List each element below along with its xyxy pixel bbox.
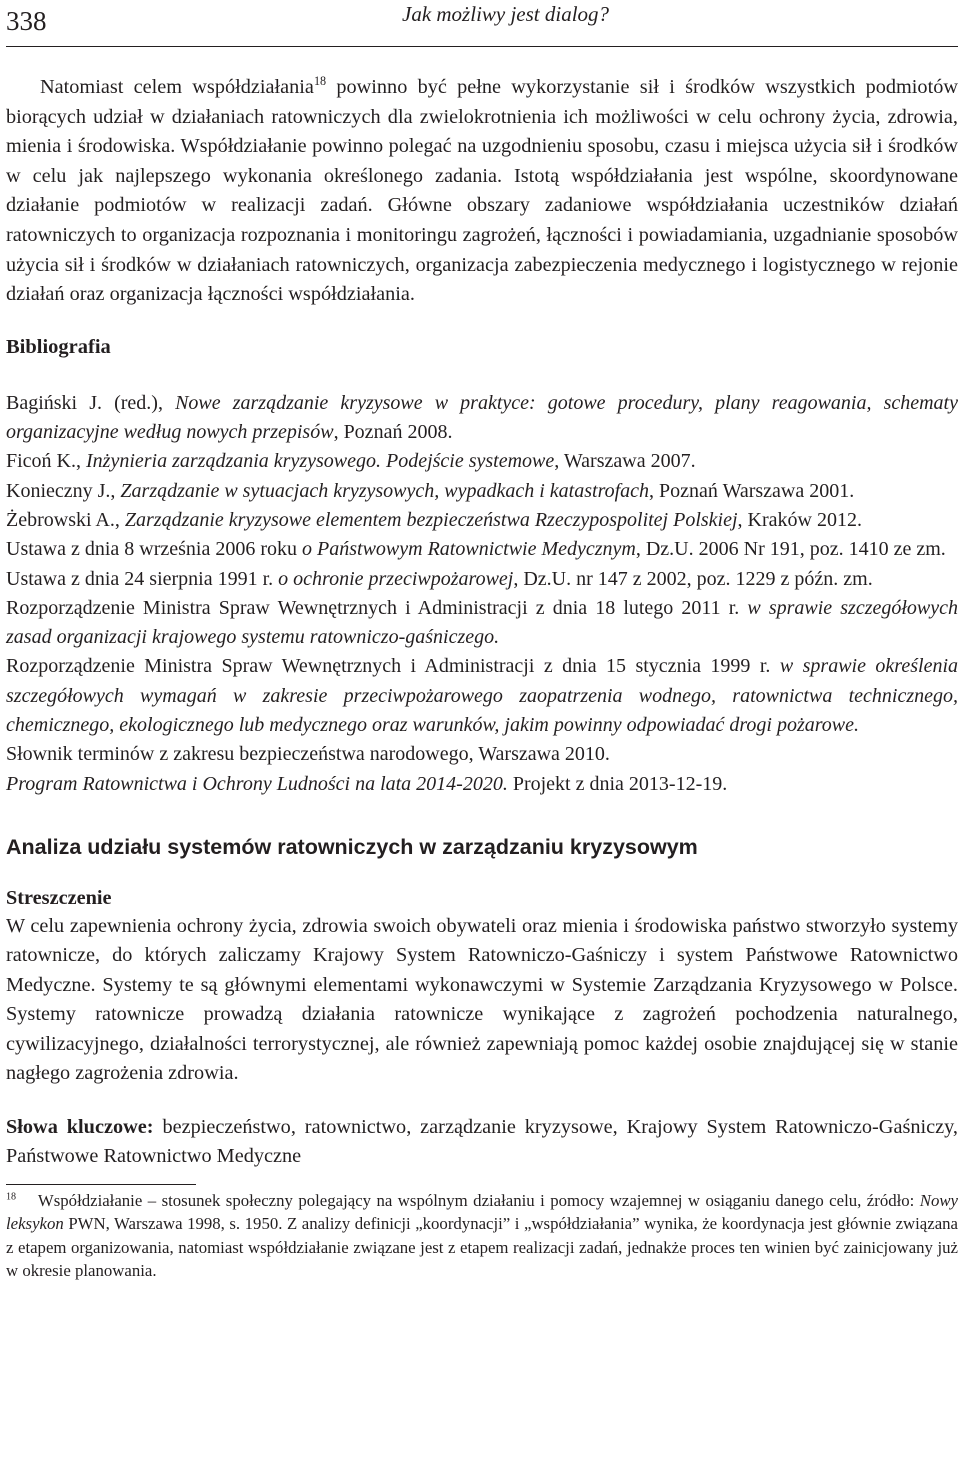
- footnote-source-title: Nowy leksykon: [6, 1190, 959, 1234]
- entry-title: Nowe zarządzanie kryzysowe w praktyce: gotowe procedury, plany reagowania, schematy organizacyjne według nowych przepisów: [6, 391, 958, 444]
- entry-details: , Dz.U. 2006 Nr 191, poz. 1410 ze zm.: [635, 538, 946, 561]
- entry-author: Ustawa z dnia 24 sierpnia 1991 r.: [6, 567, 279, 590]
- entry-author: Ficoń K.,: [6, 450, 86, 473]
- intro-paragraph: [6, 73, 958, 310]
- entry-author: Rozporządzenie Ministra Spraw Wewnętrznych i Administracji z dnia 15 stycznia 1999 r.: [6, 655, 780, 678]
- footnote: [6, 1189, 958, 1283]
- keywords-label: Słowa kluczowe:: [6, 1115, 154, 1138]
- bibliography-entry: [6, 506, 958, 535]
- entry-author: Żebrowski A.,: [6, 508, 125, 531]
- bibliography-entry: [6, 652, 958, 740]
- bibliography-entry: [6, 535, 958, 564]
- page-number: 338: [6, 6, 47, 36]
- entry-title: o ochronie przeciwpożarowej: [278, 567, 514, 590]
- entry-details: , Dz.U. nr 147 z 2002, poz. 1229 z późn. zm.: [513, 567, 873, 590]
- entry-author: Rozporządzenie Ministra Spraw Wewnętrznych i Administracji z dnia 18 lutego 2011 r.: [6, 596, 748, 619]
- entry-title: Inżynieria zarządzania kryzysowego. Podejście systemowe: [86, 450, 555, 473]
- document-page: [6, 0, 958, 1283]
- footnote-divider: [6, 1184, 196, 1185]
- entry-title: Zarządzanie w sytuacjach kryzysowych, wypadkach i katastrofach: [120, 479, 650, 502]
- entry-author: Ustawa z dnia 8 września 2006 roku: [6, 538, 303, 561]
- page-header: [6, 0, 958, 47]
- bibliography-heading: Bibliografia: [6, 335, 111, 358]
- entry-title: o Państwowym Ratownictwie Medycznym: [302, 538, 636, 561]
- entry-details: , Poznań Warszawa 2001.: [649, 479, 855, 502]
- footnote-text-start: Współdziałanie – stosunek społeczny polegający na wspólnym działaniu i pomocy wzajemnej w osiąganiu danego celu, źródło:: [37, 1190, 920, 1210]
- intro-text-start: Natomiast celem współdziałania: [40, 76, 314, 98]
- entry-author: Konieczny J.,: [6, 479, 121, 502]
- entry-title: w sprawie szczegółowych zasad organizacji krajowego systemu ratowniczo-gaśniczego.: [6, 596, 959, 649]
- bibliography-entry: [6, 447, 958, 476]
- intro-text-rest: powinno być pełne wykorzystanie sił i środków wszystkich podmiotów biorących udział w działaniach ratowniczych dla zwielokrotnienia ich możliwości w celu ochrony życia, zdrowia, mienia i środowiska. Współdziałanie powinno polegać na uzgodnieniu sposobu, czasu i miejsca użycia sił i środków w celu jak najlepszego wykonania określonego zadania. Istotą współdziałania jest wspólne, skoordynowane działanie podmiotów w realizacji zadań. Główne obszary zadaniowe współdziałania uczestników działań ratowniczych to organizacja rozpoznania i monitoringu zagrożeń, łączności i powiadamiania, uzgadnianie sposobów użycia sił i środków w działaniach ratowniczych, organizacja zabezpieczenia medycznego i logistycznego w rejonie działań oraz organizacja łączności współdziałania.: [6, 76, 958, 306]
- bibliography-entry: [6, 389, 958, 448]
- bibliography-entry: [6, 594, 958, 653]
- footnote-reference[interactable]: 18: [313, 74, 327, 89]
- footnote-text-rest: PWN, Warszawa 1998, s. 1950. Z analizy definicji „koordynacji” i „współdziałania” wynika, że koordynacja jest głównie związana z etapem organizowania, natomiast współdziałanie związane jest z etapem realizacji zadań, jednakże proces ten winien być zainicjowany już w okresie planowania.: [6, 1214, 958, 1281]
- entry-title: Program Ratownictwa i Ochrony Ludności na lata 2014-2020.: [6, 772, 508, 795]
- bibliography-list: [6, 389, 958, 799]
- entry-title: w sprawie określenia szczegółowych wymagań w zakresie przeciwpożarowego zaopatrzenia wodnego, ratownictwa technicznego, chemicznego, ekologicznego lub medycznego oraz warunków, jakim powinny odpowiadać drogi pożarowe.: [6, 655, 959, 737]
- abstract-heading: Streszczenie: [6, 886, 112, 909]
- keywords-text: bezpieczeństwo, ratownictwo, zarządzanie kryzysowe, Krajowy System Ratowniczo-Gaśniczy, Państwowe Ratownictwo Medyczne: [6, 1115, 959, 1168]
- bibliography-entry: [6, 477, 958, 506]
- article-title: Analiza udziału systemów ratowniczych w zarządzaniu kryzysowym: [6, 834, 698, 859]
- bibliography-entry: [6, 770, 958, 799]
- entry-details: , Kraków 2012.: [737, 508, 862, 531]
- entry-details: , Warszawa 2007.: [554, 450, 696, 473]
- bibliography-entry: [6, 565, 958, 594]
- entry-author: Bagiński J. (red.),: [6, 391, 176, 414]
- running-title: Jak możliwy jest dialog?: [402, 2, 610, 26]
- footnote-number: 18: [6, 1191, 17, 1203]
- entry-author: Słownik terminów z zakresu bezpieczeństwa narodowego, Warszawa 2010.: [6, 743, 610, 766]
- abstract-text: W celu zapewnienia ochrony życia, zdrowia swoich obywateli oraz mienia i środowiska państwo stworzyło systemy ratownicze, do których zaliczamy Krajowy System Ratowniczo-Gaśniczy i system Państwowe Ratownictwo Medyczne. Systemy te są głównymi elementami wykonawczymi w Systemie Zarządzania Kryzysowego w Polsce. Systemy ratownicze prowadzą działania ratownicze wynikające z zagrożeń pochodzenia naturalnego, cywilizacyjnego, działalności terrorystycznej, ale również zapewniają pomoc każdej osobie znajdującej się w stanie nagłego zagrożenia zdrowia.: [6, 914, 958, 1085]
- bibliography-entry: [6, 740, 958, 769]
- entry-details: , Poznań 2008.: [333, 421, 453, 444]
- entry-title: Zarządzanie kryzysowe elementem bezpieczeństwa Rzeczypospolitej Polskiej: [124, 508, 738, 531]
- keywords-paragraph: [6, 1113, 958, 1172]
- entry-details: Projekt z dnia 2013-12-19.: [507, 772, 728, 795]
